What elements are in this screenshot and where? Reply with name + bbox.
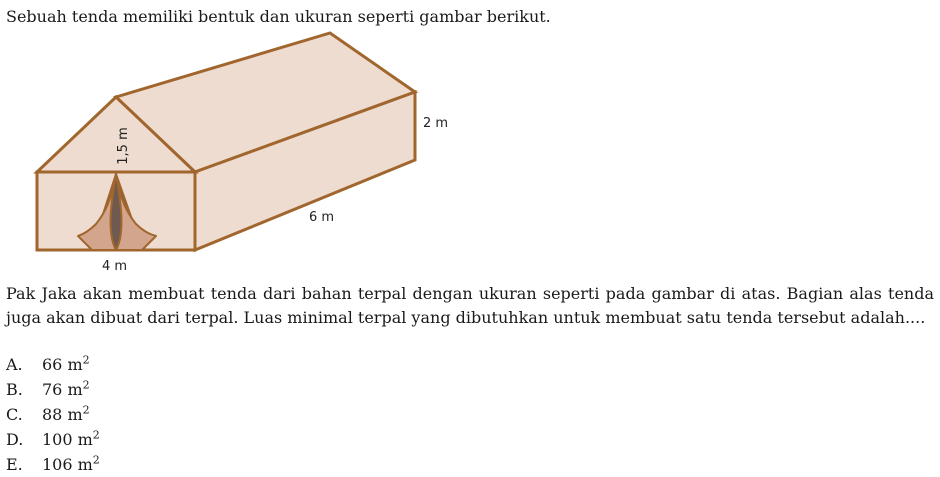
option-value: 88 $m^2$ [42,403,90,424]
option-value: 76 $m^2$ [42,378,90,399]
option-value: 66 $m^2$ [42,353,90,374]
label-height: 1,5 m [116,127,131,165]
option-exponent: 2 [92,453,100,467]
option-letter: B. [6,380,23,399]
label-length: 6 m [309,210,335,225]
option-exponent: 2 [92,428,100,442]
option-c[interactable] [6,402,100,427]
option-d[interactable] [6,427,100,452]
option-value: 106 $m^2$ [42,453,100,474]
label-depth: 2 m [423,116,449,131]
option-e[interactable] [6,452,100,477]
answer-options [6,352,100,477]
option-letter: A. [6,355,23,374]
option-exponent: 2 [82,403,90,417]
option-exponent: 2 [82,378,90,392]
option-b[interactable] [6,377,100,402]
option-a[interactable] [6,352,100,377]
option-letter: D. [6,430,24,449]
label-width: 4 m [102,259,128,274]
problem-intro: Sebuah tenda memiliki bentuk dan ukuran seperti gambar berikut. [6,7,551,26]
option-exponent: 2 [82,353,90,367]
problem-question: Pak Jaka akan membuat tenda dari bahan terpal dengan ukuran seperti pada gambar di atas. Bagian alas tenda juga akan dibuat dari terpal. Luas minimal terpal yang dibutuhkan untuk membuat satu tenda tersebut adalah.... [6,284,934,327]
option-letter: E. [6,455,23,474]
option-value: 100 $m^2$ [42,428,100,449]
option-letter: C. [6,405,23,424]
